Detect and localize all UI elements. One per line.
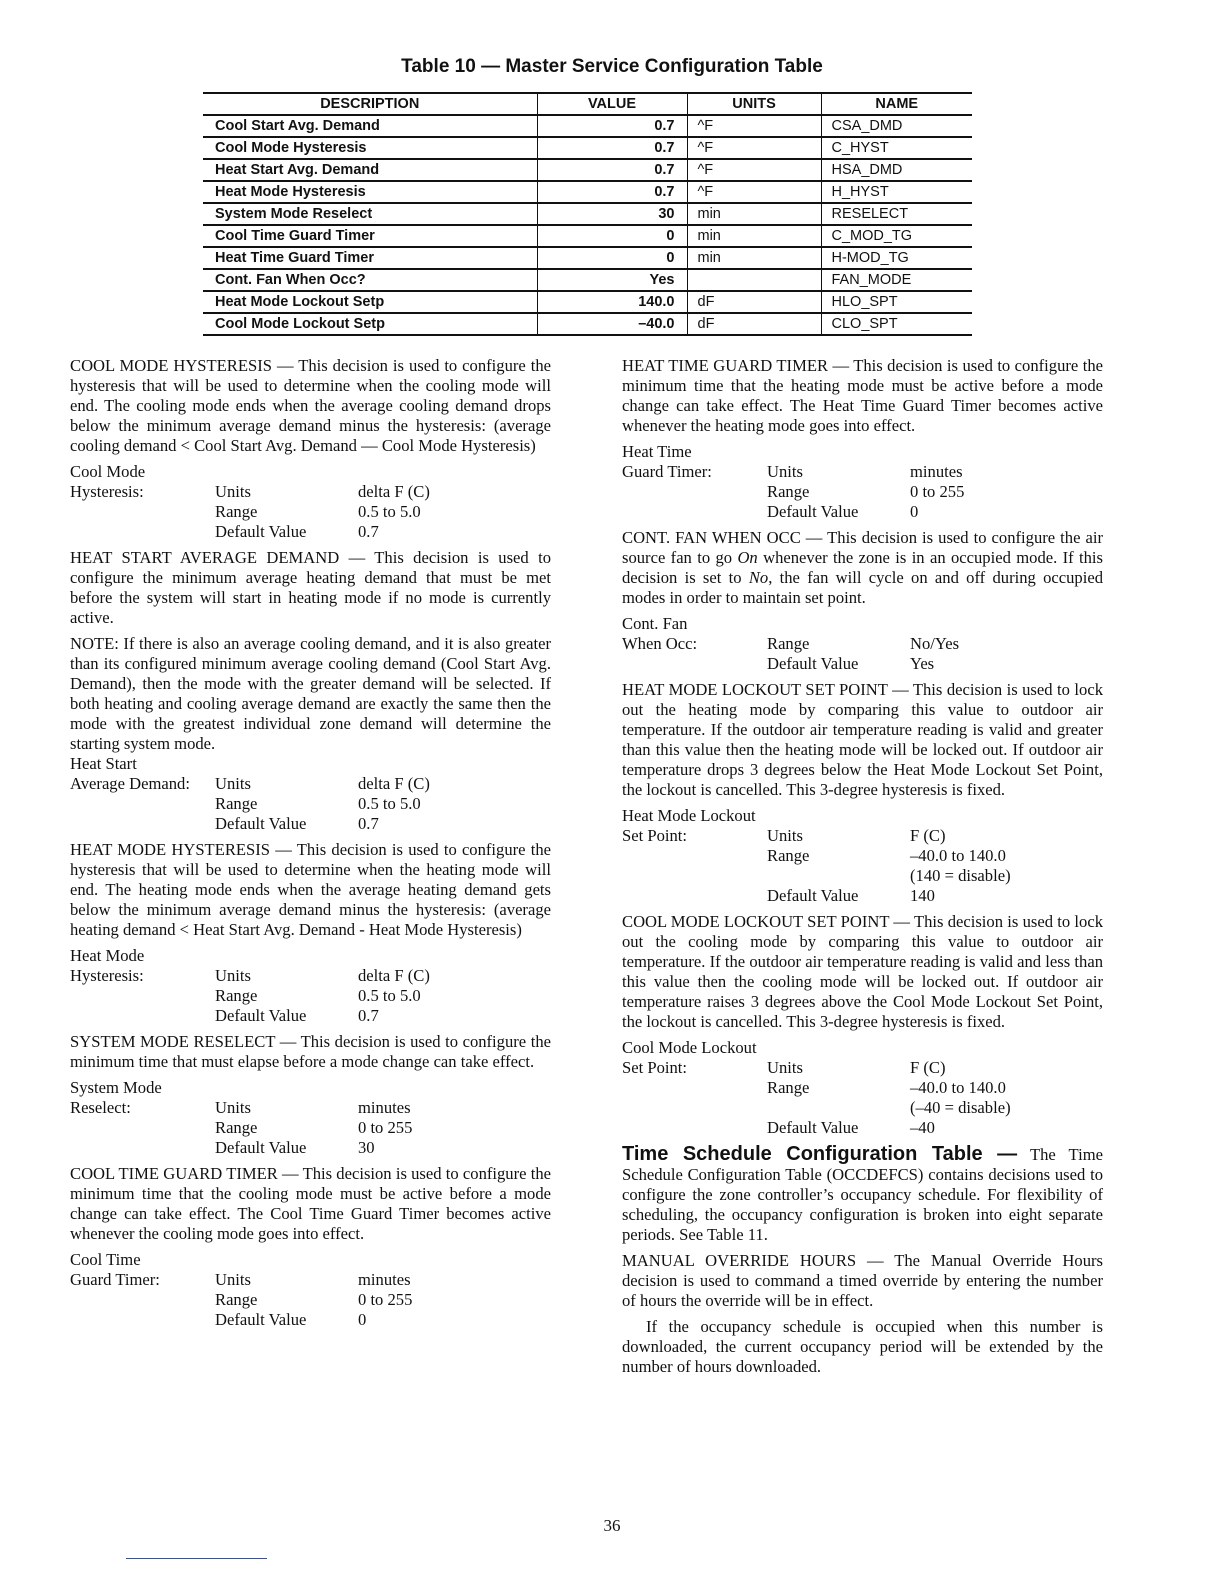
spec-key: Range [767, 634, 810, 653]
spec-value: –40 [910, 1118, 935, 1137]
cell-description: Heat Mode Hysteresis [203, 181, 537, 203]
header-name: NAME [821, 93, 972, 115]
heat-start-average-demand-paragraph: HEAT START AVERAGE DEMAND — This decision is used to configure the minimum average heating demand that must be met before the system will start in heating mode if no mode is currently active. [70, 548, 551, 627]
spec-value: F (C) [910, 1058, 946, 1077]
cell-units: ^F [687, 115, 821, 137]
spec-label: Set Point: [622, 1058, 688, 1077]
spec-value: 0.7 [358, 1006, 379, 1025]
spec-label: Hysteresis: [70, 482, 144, 501]
text-run-italic: On [737, 548, 758, 567]
spec-key: Default Value [215, 1006, 307, 1025]
table-row [203, 313, 972, 335]
master-service-configuration-table [203, 92, 972, 336]
table-row [203, 159, 972, 181]
cell-description: Heat Time Guard Timer [203, 247, 537, 269]
spec-value: Yes [910, 654, 935, 673]
spec-value: (–40 = disable) [910, 1098, 1011, 1117]
table-row [203, 181, 972, 203]
spec-key: Units [767, 826, 803, 845]
spec-key: Default Value [767, 1118, 859, 1137]
spec-key: Default Value [767, 502, 859, 521]
cell-value: 0.7 [537, 181, 687, 203]
spec-value: 0 to 255 [910, 482, 965, 501]
spec-value: No/Yes [910, 634, 960, 653]
spec-label: Average Demand: [70, 774, 190, 793]
cool-mode-lockout-spec [622, 1038, 1103, 1138]
system-mode-reselect-spec [70, 1078, 551, 1158]
spec-key: Default Value [215, 814, 307, 833]
section-heading: Time Schedule Configuration Table — [622, 1143, 1018, 1165]
occupancy-download-paragraph: If the occupancy schedule is occupied when this number is downloaded, the current occupancy period will be extended by the number of hours downloaded. [622, 1317, 1103, 1376]
cell-units: min [687, 247, 821, 269]
spec-value: 0 [910, 502, 919, 521]
spec-key: Range [767, 482, 810, 501]
cont-fan-when-occ-spec [622, 614, 1103, 674]
cell-value: Yes [537, 269, 687, 291]
cell-name: CLO_SPT [821, 313, 972, 335]
spec-value: delta F (C) [358, 482, 430, 501]
spec-value: minutes [358, 1098, 411, 1117]
table-row [203, 115, 972, 137]
spec-label: Reselect: [70, 1098, 131, 1117]
text-run: CONT. FAN WHEN OCC — This decision is used to configure the air source fan to go [622, 528, 1103, 567]
cell-units: min [687, 203, 821, 225]
spec-value: –40.0 to 140.0 [910, 846, 1006, 865]
cell-name: CSA_DMD [821, 115, 972, 137]
spec-key: Units [767, 1058, 803, 1077]
spec-value: –40.0 to 140.0 [910, 1078, 1006, 1097]
cool-time-guard-timer-paragraph: COOL TIME GUARD TIMER — This decision is used to configure the minimum time that the cooling mode must be active before a mode change can take effect. The Cool Time Guard Timer becomes active whenever the cooling mode goes into effect. [70, 1164, 551, 1243]
table-row [203, 203, 972, 225]
table-row [203, 247, 972, 269]
cool-mode-hysteresis-spec [70, 462, 551, 542]
spec-value: (140 = disable) [910, 866, 1011, 885]
spec-key: Range [215, 1290, 258, 1309]
cell-name: H-MOD_TG [821, 247, 972, 269]
table-row [203, 137, 972, 159]
header-units: UNITS [687, 93, 821, 115]
time-schedule-configuration-paragraph [622, 1144, 1103, 1245]
spec-key: Units [215, 1098, 251, 1117]
cool-mode-lockout-set-point-paragraph: COOL MODE LOCKOUT SET POINT — This decision is used to lock out the cooling mode by comparing this value to outdoor air temperature. If the outdoor air temperature reading is valid and less than this value then the cooling mode will be locked out. If outdoor air temperature raises 3 degrees above the Cool Mode Lockout Set Point, the lockout is cancelled. This 3-degree hysteresis is fixed. [622, 912, 1103, 1031]
spec-key: Units [767, 462, 803, 481]
spec-value: minutes [358, 1270, 411, 1289]
spec-key: Default Value [215, 522, 307, 541]
cell-units: ^F [687, 137, 821, 159]
spec-key: Range [767, 846, 810, 865]
table-row [203, 269, 972, 291]
spec-value: 140 [910, 886, 935, 905]
spec-label: Hysteresis: [70, 966, 144, 985]
cell-units: min [687, 225, 821, 247]
spec-value: 0.7 [358, 522, 379, 541]
text-run: whenever the zone is in an occupied mode. If this decision is set to [622, 548, 1104, 587]
spec-value: delta F (C) [358, 774, 430, 793]
cell-name: C_MOD_TG [821, 225, 972, 247]
text-run: , the fan will cycle on and off during occupied modes in order to maintain set point. [622, 568, 1103, 607]
table-row [203, 225, 972, 247]
note-paragraph: NOTE: If there is also an average cooling demand, and it is also greater than its configured minimum average cooling demand (Cool Start Avg. Demand), then the mode with the greater demand will be selected. If both heating and cooling average demand are exactly the same then the mode with the greatest individual zone demand will determine the starting system mode. [70, 634, 551, 753]
heat-mode-lockout-set-point-paragraph: HEAT MODE LOCKOUT SET POINT — This decision is used to lock out the heating mode by comparing this value to outdoor air temperature. If the outdoor air temperature reading is valid and greater than this value then the heating mode will be locked out. If outdoor air temperature drops 3 degrees below the Heat Mode Lockout Set Point, the lockout is cancelled. This 3-degree hysteresis is fixed. [622, 680, 1103, 799]
cell-units [687, 269, 821, 291]
cell-value: 0.7 [537, 137, 687, 159]
spec-value: minutes [910, 462, 963, 481]
cell-value: 0 [537, 247, 687, 269]
cell-description: Cool Time Guard Timer [203, 225, 537, 247]
spec-value: delta F (C) [358, 966, 430, 985]
cool-time-guard-timer-spec [70, 1250, 551, 1330]
spec-label: Guard Timer: [622, 462, 712, 481]
spec-value: 30 [358, 1138, 375, 1157]
spec-key: Range [767, 1078, 810, 1097]
spec-key: Default Value [767, 886, 859, 905]
spec-key: Default Value [215, 1310, 307, 1329]
spec-key: Units [215, 482, 251, 501]
system-mode-reselect-paragraph: SYSTEM MODE RESELECT — This decision is used to configure the minimum time that must elapse before a mode change can take effect. [70, 1032, 551, 1071]
spec-value: 0.5 to 5.0 [358, 502, 421, 521]
spec-key: Default Value [767, 654, 859, 673]
spec-label: Heat Mode [70, 946, 145, 965]
cell-units: ^F [687, 181, 821, 203]
table-row [203, 291, 972, 313]
text-run-italic: No [748, 568, 769, 587]
spec-label: Heat Start [70, 754, 137, 773]
spec-label: Cool Mode [70, 462, 146, 481]
spec-value: 0.7 [358, 814, 379, 833]
text-run: The Time Schedule Configuration Table (OCCDEFCS) contains decisions used to configure the zone controller’s occupancy schedule. For flexibility of scheduling, the occupancy configuration is broken into eight separate periods. See Table 11. [622, 1145, 1103, 1244]
cell-value: 0.7 [537, 115, 687, 137]
cell-name: HSA_DMD [821, 159, 972, 181]
spec-key: Range [215, 1118, 258, 1137]
spec-value: F (C) [910, 826, 946, 845]
spec-label: Heat Time [622, 442, 692, 461]
cell-description: Cool Mode Hysteresis [203, 137, 537, 159]
cell-value: 0 [537, 225, 687, 247]
spec-label: Cool Mode Lockout [622, 1038, 757, 1057]
spec-key: Range [215, 794, 258, 813]
spec-value: 0 to 255 [358, 1290, 413, 1309]
spec-label: System Mode [70, 1078, 162, 1097]
cell-description: Heat Mode Lockout Setp [203, 291, 537, 313]
spec-value: 0.5 to 5.0 [358, 986, 421, 1005]
cell-value: 140.0 [537, 291, 687, 313]
cell-value: 30 [537, 203, 687, 225]
cell-description: Cool Start Avg. Demand [203, 115, 537, 137]
cont-fan-when-occ-paragraph [622, 528, 1103, 608]
spec-label: Heat Mode Lockout [622, 806, 756, 825]
heat-start-average-demand-spec [70, 754, 551, 834]
table-header-row [203, 93, 972, 115]
cell-units: dF [687, 313, 821, 335]
header-value: VALUE [537, 93, 687, 115]
cell-name: RESELECT [821, 203, 972, 225]
spec-key: Range [215, 502, 258, 521]
spec-key: Range [215, 986, 258, 1005]
spec-value: 0 to 255 [358, 1118, 413, 1137]
heat-mode-hysteresis-paragraph: HEAT MODE HYSTERESIS — This decision is used to configure the hysteresis that will be used to determine when the heating mode will end. The heating mode ends when the average heating demand gets below the minimum average demand minus the hysteresis: (average heating demand < Heat Start Avg. Demand - Heat Mode Hysteresis) [70, 840, 551, 939]
spec-label: Cont. Fan [622, 614, 688, 633]
spec-label: Set Point: [622, 826, 688, 845]
spec-key: Units [215, 1270, 251, 1289]
cell-units: dF [687, 291, 821, 313]
spec-label: Guard Timer: [70, 1270, 160, 1289]
spec-key: Units [215, 966, 251, 985]
cell-description: Heat Start Avg. Demand [203, 159, 537, 181]
cell-name: C_HYST [821, 137, 972, 159]
cell-units: ^F [687, 159, 821, 181]
spec-key: Default Value [215, 1138, 307, 1157]
heat-time-guard-timer-paragraph: HEAT TIME GUARD TIMER — This decision is used to configure the minimum time that the heating mode must be active before a mode change can take effect. The Heat Time Guard Timer becomes active whenever the heating mode goes into effect. [622, 356, 1103, 435]
right-column [622, 356, 1103, 1383]
spec-label: Cool Time [70, 1250, 141, 1269]
cell-name: FAN_MODE [821, 269, 972, 291]
cell-description: System Mode Reselect [203, 203, 537, 225]
header-description: DESCRIPTION [203, 93, 537, 115]
spec-value: 0 [358, 1310, 367, 1329]
cell-name: HLO_SPT [821, 291, 972, 313]
cell-value: 0.7 [537, 159, 687, 181]
cell-description: Cont. Fan When Occ? [203, 269, 537, 291]
cell-name: H_HYST [821, 181, 972, 203]
footer-rule [126, 1558, 267, 1559]
cool-mode-hysteresis-paragraph: COOL MODE HYSTERESIS — This decision is used to configure the hysteresis that will be used to determine when the cooling mode will end. The cooling mode ends when the average cooling demand drops below the minimum average demand minus the hysteresis: (average cooling demand < Cool Start Avg. Demand — Cool Mode Hysteresis) [70, 356, 551, 455]
heat-time-guard-timer-spec [622, 442, 1103, 522]
left-column [70, 356, 551, 1336]
spec-key: Units [215, 774, 251, 793]
spec-value: 0.5 to 5.0 [358, 794, 421, 813]
cell-description: Cool Mode Lockout Setp [203, 313, 537, 335]
cell-value: –40.0 [537, 313, 687, 335]
manual-override-hours-paragraph: MANUAL OVERRIDE HOURS — The Manual Override Hours decision is used to command a timed override by entering the number of hours the override will be in effect. [622, 1251, 1103, 1310]
table-title: Table 10 — Master Service Configuration Table [401, 56, 823, 77]
heat-mode-hysteresis-spec [70, 946, 551, 1026]
spec-label: When Occ: [622, 634, 698, 653]
page-number: 36 [603, 1516, 621, 1535]
heat-mode-lockout-spec [622, 806, 1103, 906]
